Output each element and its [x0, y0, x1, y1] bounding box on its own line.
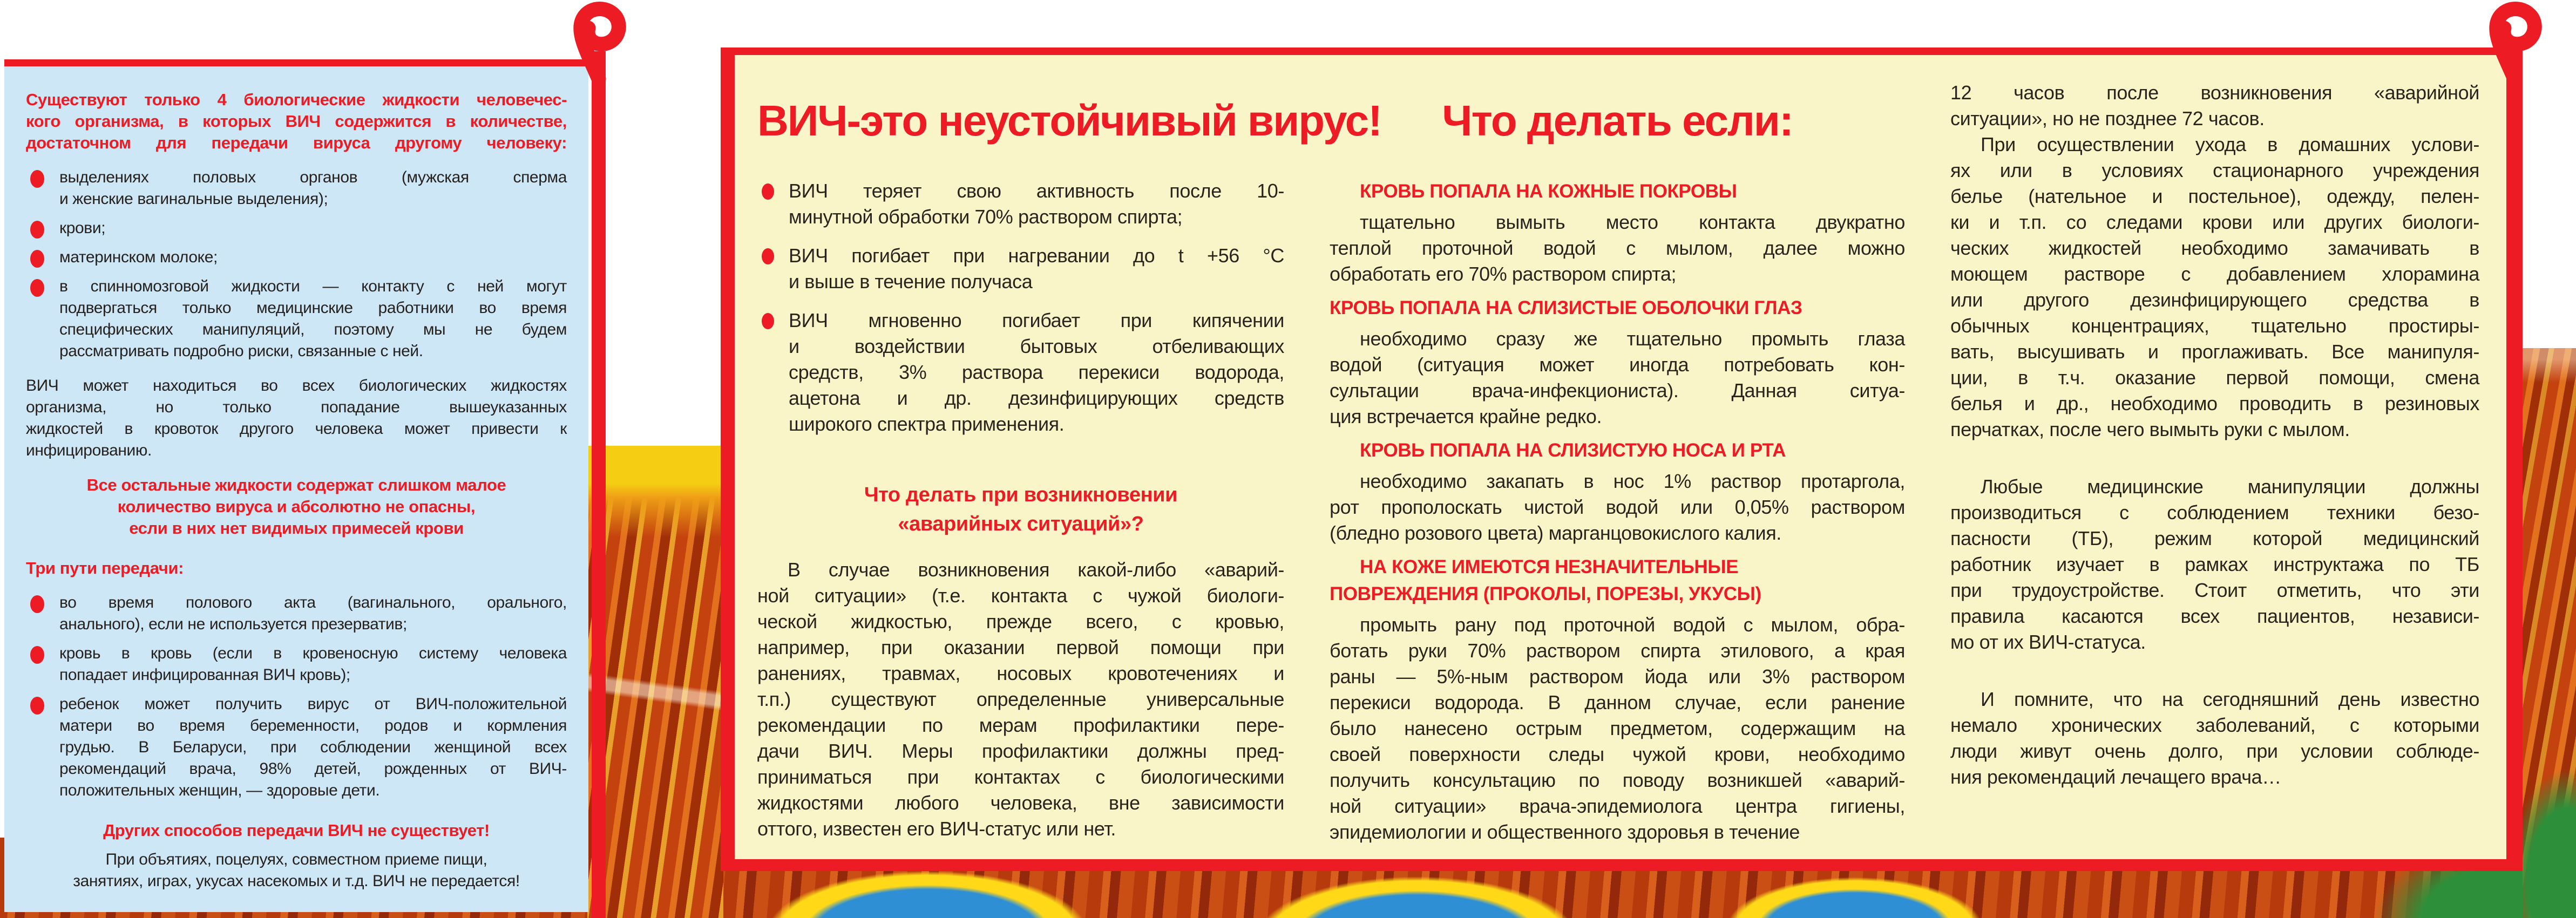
text-line: рот прополоскать чистой водой или 0,05% раствором — [1330, 496, 1905, 518]
left-panel-content — [26, 89, 567, 892]
note-other-fluids-safe — [26, 474, 567, 539]
text-line: ческих жидкостей необходимо замачивать в — [1950, 237, 2479, 259]
text-line: подвергаться только медицинские работники во время — [59, 299, 567, 317]
text-line: белье (нательное и постельное), одежду, пелен- — [1950, 185, 2479, 207]
virus-fact — [757, 243, 1284, 295]
text-line: ной ситуации» (т.е. контакта с чужой биологи- — [757, 584, 1284, 607]
text-line: ранениях, травмах, носовых кровотечениях и — [757, 662, 1284, 684]
text-line: попадает инфицированная ВИЧ кровь); — [59, 666, 350, 684]
text-line: Любые медицинские манипуляции должны — [1981, 475, 2479, 498]
text-line: ВИЧ теряет свою активность после 10- — [789, 180, 1284, 202]
text-line: крови; — [59, 219, 106, 237]
text-line: раны — 5%-ным раствором йода или 3% раствором — [1330, 665, 1905, 688]
text-line: теплой проточной водой с мылом, далее можно — [1330, 237, 1905, 259]
paragraph-all-fluids — [26, 375, 567, 461]
divider-top-line — [4, 59, 606, 66]
fluid-item — [26, 167, 567, 210]
text-line: работник изучает в рамках инструктажа по ТБ — [1950, 553, 2479, 575]
paragraph-home-care — [1950, 132, 2479, 443]
text-line: Что делать при возникновении — [864, 484, 1178, 506]
text-line: и женские вагинальные выделения); — [59, 190, 328, 208]
title-what-to-do — [1330, 95, 1905, 147]
panel-biological-fluids — [4, 66, 588, 912]
text-line: ацетона и др. дезинфицирующих средств — [789, 387, 1284, 409]
heading-emergency — [757, 480, 1284, 539]
text-line: во время полового акта (вагинального, орального, — [59, 594, 567, 611]
red-ribbon-tail — [592, 51, 606, 918]
text-line: количество вируса и абсолютно не опасны, — [117, 497, 476, 516]
text-line: своей поверхности следы чужой крови, необходимо — [1330, 743, 1905, 765]
text-line: положительных женщин, — здоровые дети. — [59, 781, 380, 799]
text-line: КРОВЬ ПОПАЛА НА СЛИЗИСТЫЕ ОБОЛОЧКИ ГЛАЗ — [1330, 297, 1802, 318]
text-line: матери во время беременности, родов и кормления — [59, 717, 567, 735]
way-item — [26, 592, 567, 635]
text-line: ной ситуации» врача-эпидемиолога центра гигиены, — [1330, 795, 1905, 817]
text-line: мо от их ВИЧ-статуса. — [1950, 631, 2146, 653]
text-line: занятиях, играх, укусах насекомых и т.д. ВИЧ не передается! — [73, 872, 520, 890]
red-ribbon-icon — [547, 0, 639, 81]
text-line: белья и др., необходимо проводить в резиновых — [1950, 392, 2479, 414]
text-line: ПОВРЕЖДЕНИЯ (ПРОКОЛЫ, ПОРЕЗЫ, УКУСЫ) — [1330, 583, 1761, 604]
text-line: В случае возникновения какой-либо «аварий- — [788, 559, 1284, 581]
text-line: перчатках, после чего вымыть руки с мылом. — [1950, 418, 2350, 440]
text-line: (бледно розового цвета) марганцовокислого калия. — [1330, 522, 1781, 544]
text-line: обработать его 70% раствором спирта; — [1330, 263, 1677, 285]
note-everyday-contact — [26, 849, 567, 892]
text-line: широкого спектра применения. — [789, 413, 1065, 435]
text-line: И помните, что на сегодняшний день известно — [1981, 688, 2479, 710]
text-line: КРОВЬ ПОПАЛА НА СЛИЗИСТУЮ НОСА И РТА — [1360, 440, 1786, 461]
text-line: ях или в условиях стационарного учреждения — [1950, 159, 2479, 181]
text-line: пасности (ТБ), режим которой медицинский — [1950, 527, 2479, 549]
text-line: Три пути передачи: — [26, 559, 184, 577]
text-line: ческой жидкостью, прежде всего, с кровью, — [757, 610, 1284, 633]
column-aftercare — [1928, 80, 2506, 859]
text-line: При объятиях, поцелуях, совместном приеме пищи, — [105, 851, 487, 868]
paragraph-emergency — [757, 557, 1284, 842]
text-line: инфицированию. — [26, 441, 152, 459]
column-what-if — [1307, 80, 1928, 859]
paragraph-hours — [1950, 80, 2479, 132]
text-line: водой (ситуация может иногда потребовать кон- — [1330, 353, 1905, 376]
text-line: т.п.) существуют определенные универсальные — [757, 688, 1284, 710]
text-line: НА КОЖЕ ИМЕЮТСЯ НЕЗНАЧИТЕЛЬНЫЕ — [1360, 556, 1739, 577]
text-line: эпидемиологии и общественного здоровья в течение — [1330, 821, 1800, 843]
text-line: ВИЧ-это неустойчивый вирус! — [757, 97, 1381, 145]
text-line: достаточном для передачи вируса другому человеку: — [26, 133, 567, 152]
text-line: ситуации», но не позднее 72 часов. — [1950, 107, 2265, 130]
text-line: люди живут очень долго, при условии соблюде- — [1950, 740, 2479, 762]
text-line: например, при оказании первой помощи при — [757, 636, 1284, 658]
panel-virus-info — [721, 47, 2523, 871]
text-line: рекомендации по мерам профилактики пере- — [757, 714, 1284, 736]
text-line: ки и т.п. со следами крови или других биологи- — [1950, 211, 2479, 233]
paint-texture-right — [2523, 348, 2576, 918]
text-line: обычных концентрациях, тщательно простиры- — [1950, 315, 2479, 337]
case-heading-eyes — [1330, 295, 1905, 322]
text-line: жидкостей в кровоток другого человека может привести к — [26, 420, 567, 438]
text-line: ция встречается крайне редко. — [1330, 405, 1602, 427]
text-line: Других способов передачи ВИЧ не существует! — [103, 821, 490, 840]
text-line: ботать руки 70% раствором спирта этилового, а края — [1330, 640, 1905, 662]
fluid-item — [26, 247, 567, 268]
text-line: кровь в кровь (если в кровеносную систему человека — [59, 644, 567, 662]
text-line: средств, 3% раствора перекиси водорода, — [789, 361, 1284, 383]
text-line: тщательно вымыть место контакта двукратно — [1360, 211, 1905, 233]
case-heading-nose-mouth — [1330, 437, 1905, 464]
text-line: ВИЧ может находиться во всех биологических жидкостях — [26, 377, 567, 395]
text-line: получить консультацию по поводу возникшей «аварий- — [1330, 769, 1905, 791]
text-line: или другого дезинфицирующего средства в — [1950, 289, 2479, 311]
text-line: было нанесено острым предметом, содержащим на — [1330, 717, 1905, 739]
note-no-other-ways — [26, 820, 567, 841]
text-line: кого организма, в которых ВИЧ содержится в количестве, — [26, 112, 567, 131]
text-line: «аварийных ситуаций»? — [898, 513, 1144, 535]
text-line: Все остальные жидкости содержат слишком малое — [86, 475, 506, 494]
text-line: ВИЧ погибает при нагревании до t +56 °С — [789, 244, 1284, 267]
heading-three-ways — [26, 557, 567, 579]
text-line: моющем растворе с добавлением хлорамина — [1950, 263, 2479, 285]
text-line: жидкостями любого человека, вне зависимости — [757, 792, 1284, 814]
fluid-item — [26, 276, 567, 362]
text-line: минутной обработки 70% раствором спирта; — [789, 206, 1183, 228]
text-line: рекомендаций врача, 98% детей, рожденных от ВИЧ- — [59, 760, 567, 778]
fluid-item — [26, 217, 567, 239]
text-line: производиться с соблюдением техники безо- — [1950, 501, 2479, 523]
text-line: ния рекомендаций лечащего врача… — [1950, 766, 2281, 788]
case-text-skin — [1330, 209, 1905, 287]
text-line: рассматривать подробно риски, связанные с ней. — [59, 342, 423, 360]
text-line: оттого, известен его ВИЧ-статус или нет. — [757, 818, 1116, 840]
text-line: если в них нет видимых примесей крови — [129, 519, 464, 538]
text-line: при трудоустройстве. Стоит отметить, что эти — [1950, 579, 2479, 601]
way-item — [26, 643, 567, 686]
text-line: сультации врача-инфекциониста). Данная ситуа- — [1330, 379, 1905, 402]
text-line: выделениях половых органов (мужская сперма — [59, 168, 567, 186]
text-line: правила касаются всех пациентов, независи- — [1950, 605, 2479, 627]
case-text-eyes — [1330, 326, 1905, 430]
text-line: в спинномозговой жидкости — контакту с ней могут — [59, 277, 567, 295]
text-line: перекиси водорода. В данном случае, если ранение — [1330, 691, 1905, 713]
paragraph-remember — [1950, 686, 2479, 790]
text-line: При осуществлении ухода в домашних услови- — [1981, 133, 2479, 155]
text-line: материнском молоке; — [59, 248, 218, 266]
text-line: промыть рану под проточной водой с мылом, обра- — [1360, 614, 1905, 636]
text-line: ции, в т.ч. оказание первой помощи, смена — [1950, 366, 2479, 389]
virus-fact — [757, 308, 1284, 437]
title-unstable-virus — [757, 95, 1381, 147]
paint-texture-gap — [587, 446, 723, 918]
case-heading-skin — [1330, 178, 1905, 205]
text-line: приниматься при контактах с биологическими — [757, 766, 1284, 788]
text-line: КРОВЬ ПОПАЛА НА КОЖНЫЕ ПОКРОВЫ — [1360, 181, 1737, 202]
case-heading-wounds — [1330, 554, 1905, 608]
text-line: Что делать если: — [1442, 97, 1793, 145]
text-line: и воздействии бытовых отбеливающих — [789, 335, 1284, 357]
text-line: немало хронических заболеваний, с которыми — [1950, 714, 2479, 736]
text-line: необходимо закапать в нос 1% раствор протаргола, — [1360, 470, 1905, 492]
text-line: организма, но только попадание вышеуказанных — [26, 398, 567, 416]
text-line: грудью. В Беларуси, при соблюдении женщиной всех — [59, 738, 567, 756]
text-line: необходимо сразу же тщательно промыть глаза — [1360, 328, 1905, 350]
text-line: специфических манипуляций, поэтому мы не будем — [59, 321, 567, 338]
red-ribbon-icon — [2463, 0, 2554, 81]
paragraph-safety — [1950, 474, 2479, 655]
text-line: 12 часов после возникновения «аварийной — [1950, 81, 2479, 104]
text-line: Существуют только 4 биологические жидкости человечес- — [26, 90, 567, 109]
case-text-nose-mouth — [1330, 468, 1905, 546]
virus-fact — [757, 178, 1284, 230]
text-line: ВИЧ мгновенно погибает при кипячении — [789, 309, 1284, 331]
text-line: дачи ВИЧ. Меры профилактики должны пред- — [757, 740, 1284, 762]
text-line: и выше в течение получаса — [789, 270, 1033, 293]
text-line: ребенок может получить вирус от ВИЧ-положительной — [59, 695, 567, 713]
way-item — [26, 693, 567, 801]
column-virus-unstable — [735, 80, 1381, 859]
text-line: вать, высушивать и проглаживать. Все манипуля- — [1950, 341, 2479, 363]
text-line: анального), если не используется презерватив; — [59, 615, 407, 633]
heading-four-fluids — [26, 89, 567, 154]
case-text-wounds — [1330, 612, 1905, 845]
